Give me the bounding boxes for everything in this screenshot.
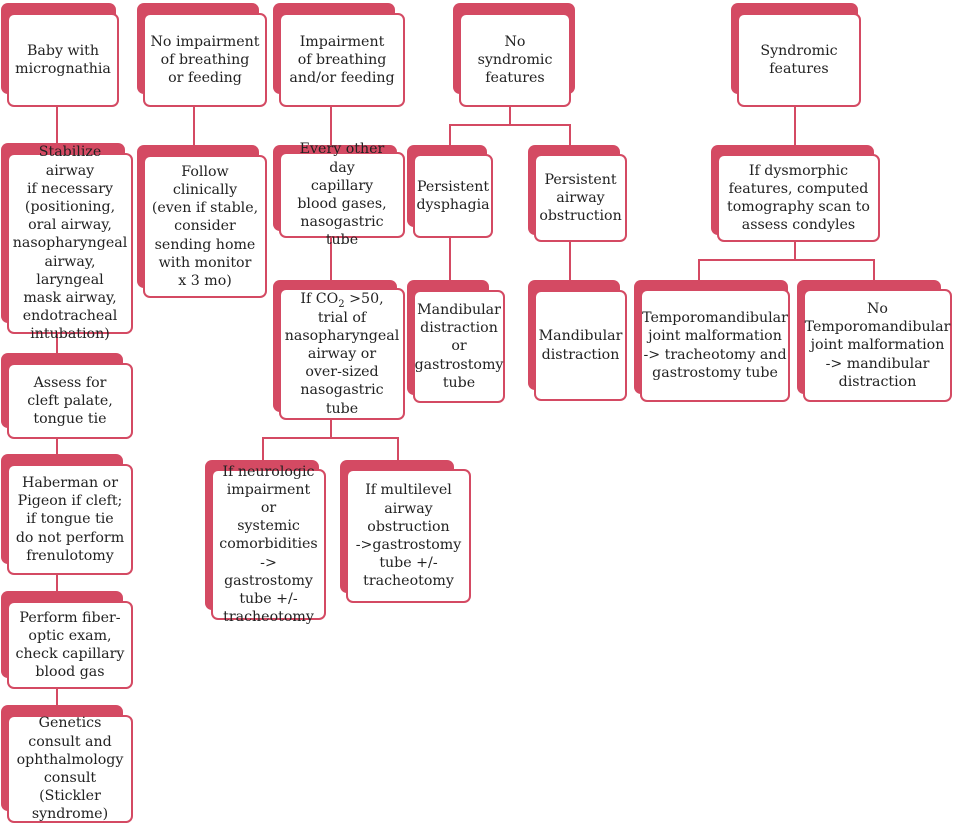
node-box <box>459 13 571 107</box>
node-text: Syndromic features <box>760 42 838 77</box>
node-text: Mandibular distraction or gastrostomy tube <box>414 301 504 391</box>
node-text: If multilevel airway obstruction ->gastrostomy tube +/- tracheotomy <box>355 482 462 590</box>
node-box <box>279 141 405 249</box>
node-text: Impairment of breathing and/or feeding <box>289 33 395 87</box>
node-box <box>737 13 861 107</box>
node-box <box>640 289 790 402</box>
node-box <box>413 290 505 403</box>
node-text: Perform fiber- optic exam, check capillary blood gas <box>15 609 125 681</box>
co2-prefix-text: If CO <box>300 291 339 308</box>
node-box <box>717 154 880 242</box>
node-box <box>7 715 133 823</box>
node-text: No impairment of breathing or feeding <box>150 33 260 87</box>
node-box <box>7 464 133 575</box>
co2-subscript: 2 <box>338 299 345 311</box>
node-text: Every other day capillary blood gases, nasogastric tube <box>297 141 387 249</box>
node-text: Genetics consult and ophthalmology consult (Stickler syndrome) <box>16 715 124 823</box>
node-box <box>7 601 133 689</box>
node-box <box>279 13 405 107</box>
node-text: Temporomandibular joint malformation -> tracheotomy and gastrostomy tube <box>642 310 788 381</box>
node-text: No syndromic features <box>477 33 553 87</box>
node-text: Mandibular distraction <box>538 328 623 363</box>
node-box <box>346 469 471 603</box>
node-box <box>413 154 493 238</box>
node-text: Persistent airway obstruction <box>539 171 622 225</box>
node-box <box>7 144 133 343</box>
node-box <box>803 289 952 402</box>
node-text: Baby with micrognathia <box>15 42 111 77</box>
co2-rest-text: >50, trial of nasopharyngeal airway or over-sized nasogastric tube <box>284 291 400 417</box>
node-box <box>7 13 119 107</box>
node-text: If dysmorphic features, computed tomography scan to assess condyles <box>727 162 870 234</box>
node-text: Persistent dysphagia <box>416 178 490 213</box>
node-text: Stabilize airway if necessary (positioning, oral airway, nasopharyngeal airway, laryngeal mask airway, endotracheal intubation) <box>12 144 128 343</box>
node-text: Haberman or Pigeon if cleft; if tongue tie do not perform frenulotomy <box>15 474 125 564</box>
node-box <box>534 290 627 401</box>
node-text: Follow clinically (even if stable, consider sending home with monitor x 3 mo) <box>151 163 259 289</box>
node-box <box>211 463 326 626</box>
node-text: Assess for cleft palate, tongue tie <box>27 374 113 428</box>
node-box <box>7 363 133 439</box>
node-text: If neurologic impairment or systemic comorbidities -> gastrostomy tube +/- tracheotomy <box>219 463 318 626</box>
node-box <box>143 155 267 298</box>
node-text: No Temporomandibular joint malformation -> mandibular distraction <box>804 300 951 390</box>
node-text <box>285 290 400 417</box>
node-box <box>279 288 405 420</box>
node-box <box>143 13 267 107</box>
node-box <box>534 154 627 242</box>
